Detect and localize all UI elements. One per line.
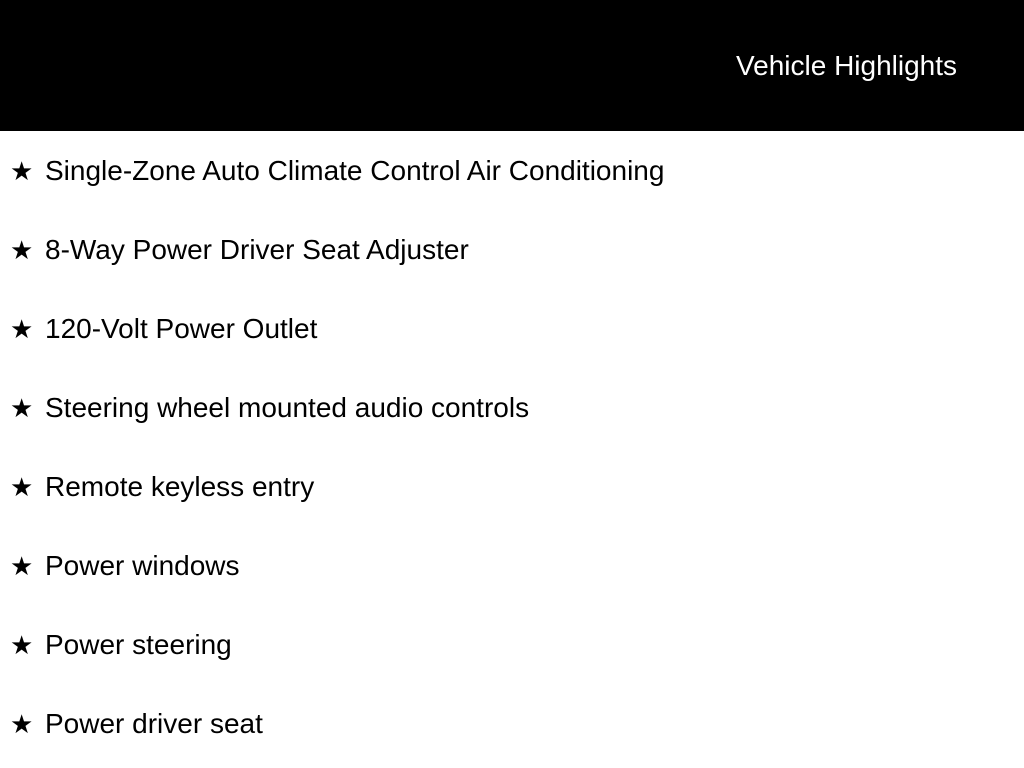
star-icon: ★ bbox=[10, 313, 34, 344]
star-icon: ★ bbox=[10, 471, 34, 502]
star-icon: ★ bbox=[10, 550, 34, 581]
list-item-text: Single-Zone Auto Climate Control Air Conditioning bbox=[45, 154, 665, 186]
list-item bbox=[0, 368, 1024, 447]
list-item bbox=[0, 131, 1024, 210]
list-item bbox=[0, 289, 1024, 368]
list-item-text: Remote keyless entry bbox=[45, 470, 315, 502]
list-item bbox=[0, 526, 1024, 605]
star-icon: ★ bbox=[10, 629, 34, 660]
list-item-text: Power driver seat bbox=[45, 707, 263, 739]
star-icon: ★ bbox=[10, 708, 34, 739]
page-title: Vehicle Highlights bbox=[736, 49, 958, 81]
list-item-text: Steering wheel mounted audio controls bbox=[45, 391, 530, 423]
list-item-text: 120-Volt Power Outlet bbox=[45, 312, 318, 344]
star-icon: ★ bbox=[10, 234, 34, 265]
list-item-text: Power windows bbox=[45, 549, 240, 581]
list-item-text: 8-Way Power Driver Seat Adjuster bbox=[45, 233, 469, 265]
header-bar bbox=[0, 0, 1024, 131]
star-icon: ★ bbox=[10, 155, 34, 186]
list-item bbox=[0, 210, 1024, 289]
highlights-list bbox=[0, 131, 1024, 763]
list-item bbox=[0, 447, 1024, 526]
list-item bbox=[0, 684, 1024, 763]
list-item-text: Power steering bbox=[45, 628, 232, 660]
list-item bbox=[0, 605, 1024, 684]
star-icon: ★ bbox=[10, 392, 34, 423]
